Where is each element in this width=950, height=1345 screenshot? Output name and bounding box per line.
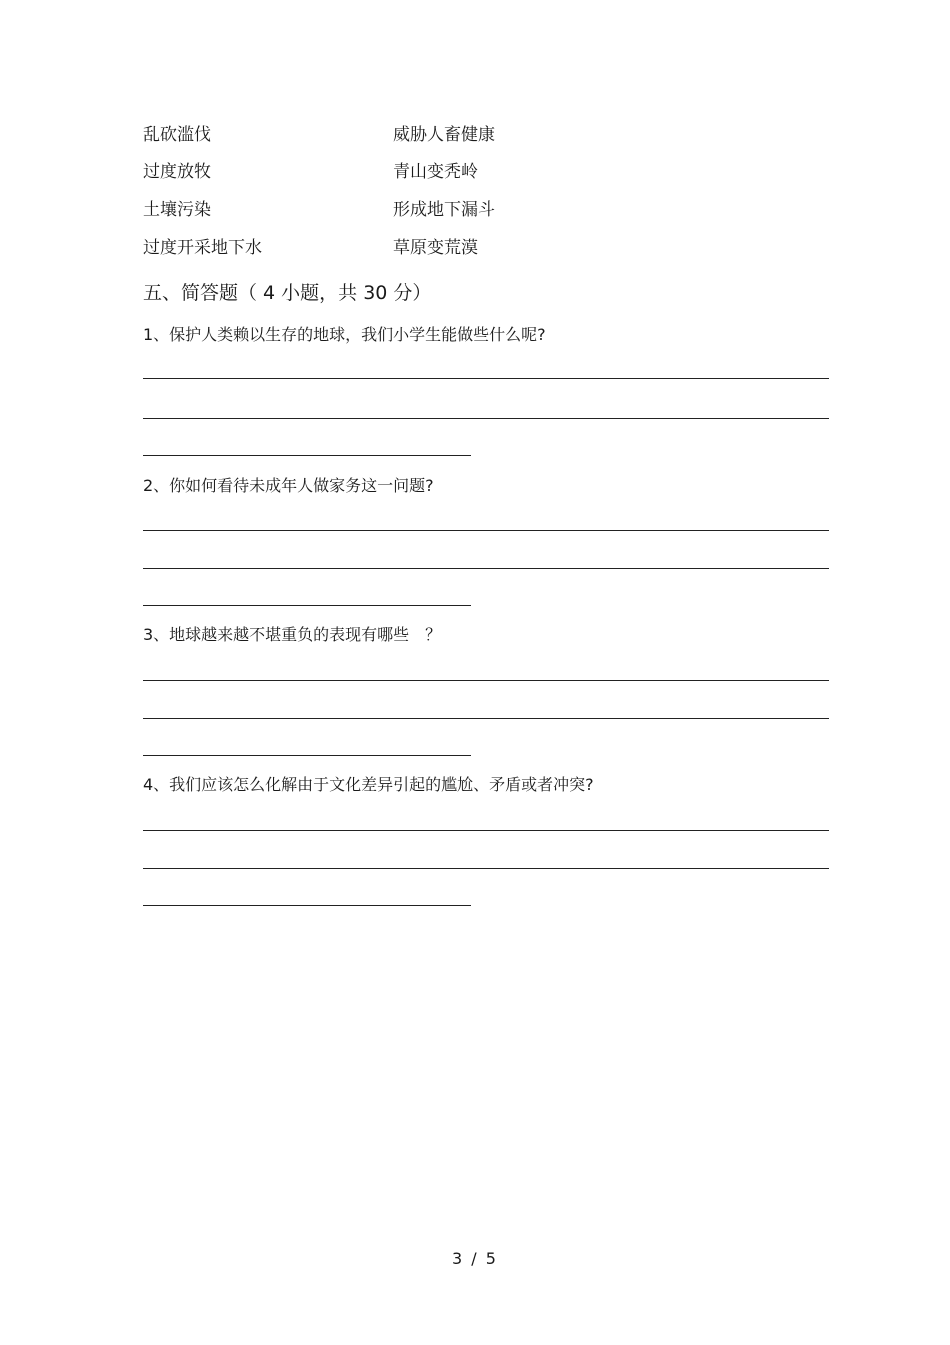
section-title: 五、简答题（ 4 小题，共 30 分） <box>143 282 432 304</box>
answer-line[interactable] <box>143 455 471 456</box>
matching-left-item: 乱砍滥伐 <box>143 125 211 145</box>
matching-right-item: 形成地下漏斗 <box>393 200 495 220</box>
answer-line[interactable] <box>143 530 829 531</box>
matching-row <box>143 160 833 184</box>
matching-left-item: 过度开采地下水 <box>143 238 262 258</box>
matching-row <box>143 198 833 222</box>
answer-line[interactable] <box>143 605 471 606</box>
matching-row <box>143 236 833 260</box>
answer-line[interactable] <box>143 755 471 756</box>
matching-row <box>143 123 833 147</box>
matching-right-item: 青山变秃岭 <box>393 162 478 182</box>
answer-line[interactable] <box>143 830 829 831</box>
question-4: 4、我们应该怎么化解由于文化差异引起的尴尬、矛盾或者冲突? <box>143 775 594 794</box>
answer-line[interactable] <box>143 378 829 379</box>
matching-right-item: 威胁人畜健康 <box>393 125 495 145</box>
page-number: 3 / 5 <box>452 1249 498 1268</box>
matching-right-item: 草原变荒漠 <box>393 238 478 258</box>
answer-line[interactable] <box>143 905 471 906</box>
question-2: 2、你如何看待未成年人做家务这一问题? <box>143 476 434 495</box>
answer-line[interactable] <box>143 680 829 681</box>
answer-line[interactable] <box>143 868 829 869</box>
answer-line[interactable] <box>143 568 829 569</box>
matching-left-item: 过度放牧 <box>143 162 211 182</box>
answer-line[interactable] <box>143 718 829 719</box>
question-3: 3、地球越来越不堪重负的表现有哪些 ？ <box>143 625 442 644</box>
answer-line[interactable] <box>143 418 829 419</box>
question-1: 1、保护人类赖以生存的地球，我们小学生能做些什么呢? <box>143 325 546 344</box>
matching-left-item: 土壤污染 <box>143 200 211 220</box>
